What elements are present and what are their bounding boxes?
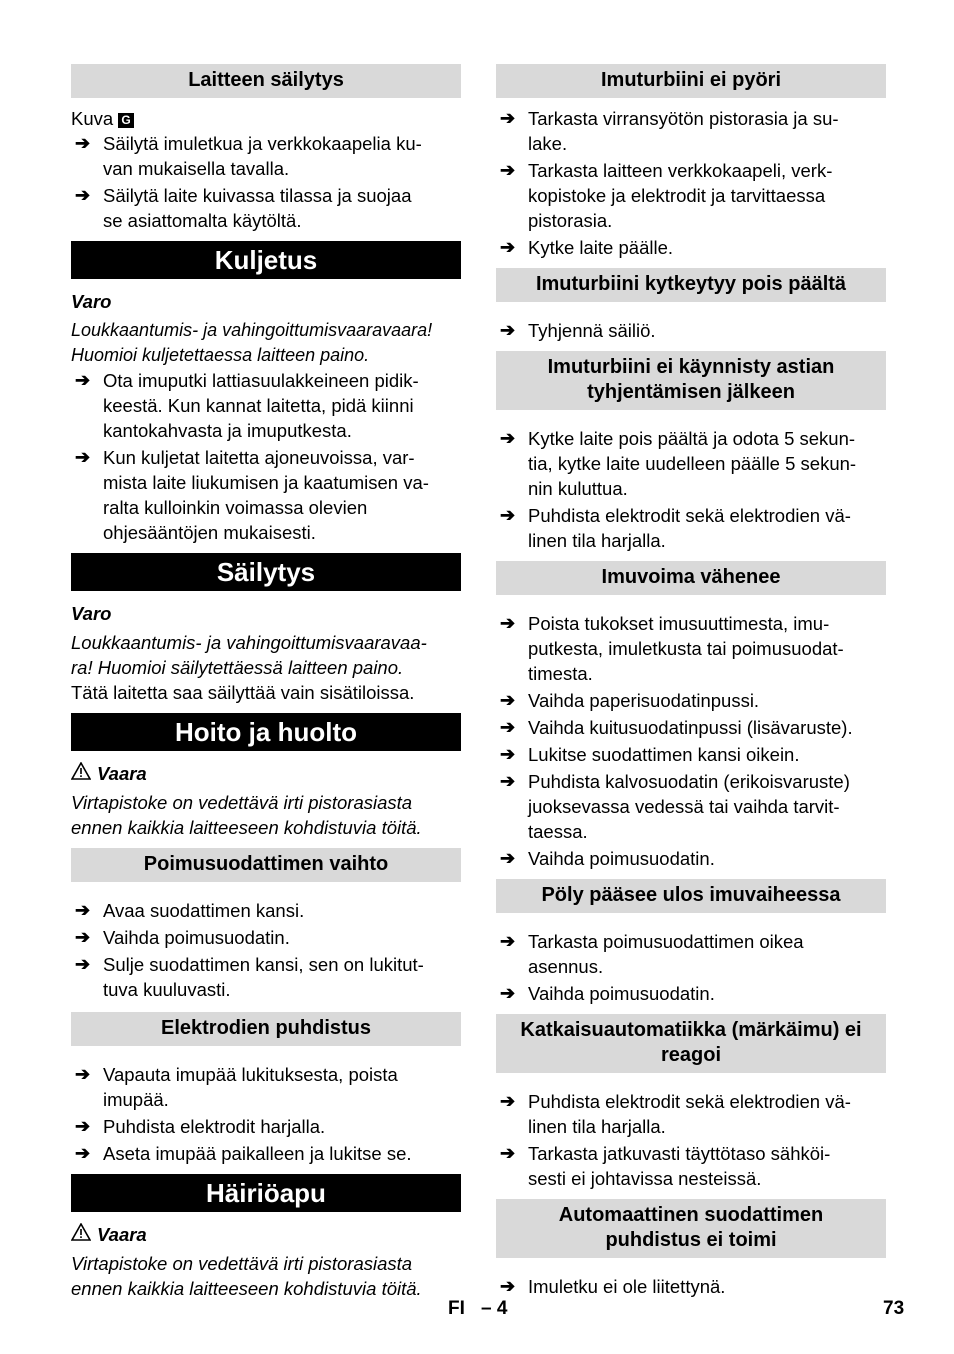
list-item-text: Kun kuljetat laitetta ajoneuvoissa, var- mista laite liukumisen ja kaatumisen va- ralta kulloinkin voimassa olevien ohjesääntöjen mukaisesti. [103,447,429,543]
arrow-right-icon: ➔ [500,848,516,868]
figure-label: Kuva [71,108,114,129]
list-item [496,929,886,979]
list-item-text: Puhdista elektrodit sekä elektrodien vä- linen tila harjalla. [528,1091,851,1137]
list-item [496,318,886,343]
filter-change-list [71,898,461,1002]
left-column [71,64,461,1301]
list-item-text: Säilytä laite kuivassa tilassa ja suojaa se asiattomalta käytöltä. [103,185,412,231]
arrow-right-icon: ➔ [500,1276,516,1296]
list-item [496,1274,886,1299]
list-item [496,235,886,260]
list-item-text: Vapauta imupää lukituksesta, poista imupää. [103,1064,398,1110]
list-item [496,769,886,844]
storage-list [71,131,461,233]
heading-laitteen-sailytys: Laitteen säilytys [71,64,461,98]
arrow-right-icon: ➔ [75,370,91,390]
list-item-text: Tarkasta virransyötön pistorasia ja su- lake. [528,108,839,154]
spacer [496,1081,886,1089]
list-item-text: Tyhjennä säiliö. [528,320,656,341]
section-list [496,1274,886,1299]
heading-hairioapu: Häiriöapu [71,1174,461,1212]
list-item [496,503,886,553]
section-list [496,318,886,343]
list-item-text: Tarkasta laitteen verkkokaapeli, verk- kopistoke ja elektrodit ja tarvittaessa pistorasia. [528,160,833,231]
list-item-text: Vaihda poimusuodatin. [528,983,715,1004]
list-item-text: Aseta imupää paikalleen ja lukitse se. [103,1143,412,1164]
danger-text: Virtapistoke on vedettävä irti pistorasiasta ennen kaikkia laitteeseen kohdistuvia töitä. [71,1253,422,1299]
heading-sailytys: Säilytys [71,553,461,591]
right-column [496,64,886,1307]
arrow-right-icon: ➔ [500,237,516,257]
list-item [71,925,461,950]
arrow-right-icon: ➔ [75,185,91,205]
storage-note: Tätä laitetta saa säilyttää vain sisätiloissa. [71,682,415,703]
list-item [496,1141,886,1191]
section-list [496,1089,886,1191]
section-heading: Katkaisuautomatiikka (märkäimu) ei reagoi [496,1014,886,1073]
list-item-text: Tarkasta poimusuodattimen oikea asennus. [528,931,804,977]
arrow-right-icon: ➔ [75,927,91,947]
section-heading: Automaattinen suodattimen puhdistus ei toimi [496,1199,886,1258]
list-item [496,158,886,233]
list-item [71,1062,461,1112]
arrow-right-icon: ➔ [500,771,516,791]
list-item-text: Puhdista elektrodit harjalla. [103,1116,326,1137]
caution-text: Loukkaantumis- ja vahingoittumisvaaravaa- ra! Huomioi säilytettäessä laitteen paino. [71,632,427,678]
danger-label: Vaara [97,1224,147,1245]
list-item [71,368,461,443]
arrow-right-icon: ➔ [500,717,516,737]
arrow-right-icon: ➔ [500,428,516,448]
list-item [496,688,886,713]
caution-label: Varo [71,291,112,312]
section-list [496,426,886,553]
heading-kuljetus: Kuljetus [71,241,461,279]
caution-label: Varo [71,603,112,624]
arrow-right-icon: ➔ [75,1064,91,1084]
section-heading: Pöly pääsee ulos imuvaiheessa [496,879,886,913]
page-number: 73 [883,1298,905,1319]
arrow-right-icon: ➔ [500,108,516,128]
list-item [496,846,886,871]
danger-label: Vaara [97,763,147,784]
heading-hoito-ja-huolto: Hoito ja huolto [71,713,461,751]
list-item-text: Puhdista elektrodit sekä elektrodien vä- linen tila harjalla. [528,505,851,551]
arrow-right-icon: ➔ [75,1116,91,1136]
list-item [496,426,886,501]
list-item [71,183,461,233]
transport-list [71,368,461,545]
arrow-right-icon: ➔ [75,900,91,920]
arrow-right-icon: ➔ [500,613,516,633]
list-item-text: Vaihda poimusuodatin. [528,848,715,869]
list-item [71,445,461,545]
arrow-right-icon: ➔ [75,954,91,974]
section-list [496,106,886,260]
list-item [71,898,461,923]
list-item [496,742,886,767]
arrow-right-icon: ➔ [75,447,91,467]
arrow-right-icon: ➔ [75,133,91,153]
danger-text: Virtapistoke on vedettävä irti pistorasiasta ennen kaikkia laitteeseen kohdistuvia töitä. [71,792,422,838]
list-item-text: Tarkasta jatkuvasti täyttötaso sähköi- sesti ei johtavissa nesteissä. [528,1143,831,1189]
list-item-text: Vaihda poimusuodatin. [103,927,290,948]
list-item [71,1141,461,1166]
warning-triangle-icon [71,1222,91,1247]
arrow-right-icon: ➔ [500,744,516,764]
list-item [496,1089,886,1139]
spacer [496,1266,886,1274]
footer-local-page: – 4 [481,1298,508,1319]
arrow-right-icon: ➔ [500,160,516,180]
arrow-right-icon: ➔ [500,1091,516,1111]
spacer [496,921,886,929]
footer-language: FI [448,1298,465,1319]
list-item-text: Kytke laite pois päältä ja odota 5 sekun- tia, kytke laite uudelleen päälle 5 sekun- nin kuluttua. [528,428,857,499]
list-item-text: Poista tukokset imusuuttimesta, imu- putkesta, imuletkusta tai poimusuodat- timesta. [528,613,844,684]
list-item-text: Avaa suodattimen kansi. [103,900,305,921]
spacer [496,1301,886,1307]
section-list [496,611,886,871]
section-heading: Imuturbiini ei käynnisty astian tyhjentämisen jälkeen [496,351,886,410]
list-item-text: Sulje suodattimen kansi, sen on lukitut- tuva kuuluvasti. [103,954,424,1000]
danger-heading [71,761,461,786]
list-item [71,952,461,1002]
arrow-right-icon: ➔ [500,320,516,340]
arrow-right-icon: ➔ [500,505,516,525]
list-item-text: Vaihda kuitusuodatinpussi (lisävaruste). [528,717,853,738]
electrode-cleaning-list [71,1062,461,1166]
spacer [496,310,886,318]
section-heading: Imuvoima vähenee [496,561,886,595]
danger-heading [71,1222,461,1247]
list-item-text: Ota imuputki lattiasuulakkeineen pidik- keestä. Kun kannat laitetta, pidä kiinni kantokahvasta ja imuputkesta. [103,370,419,441]
list-item-text: Vaihda paperisuodatinpussi. [528,690,760,711]
arrow-right-icon: ➔ [75,1143,91,1163]
arrow-right-icon: ➔ [500,1143,516,1163]
spacer [496,603,886,611]
caution-text: Loukkaantumis- ja vahingoittumisvaaravaara! Huomioi kuljetettaessa laitteen paino. [71,320,433,365]
arrow-right-icon: ➔ [500,931,516,951]
list-item [496,106,886,156]
arrow-right-icon: ➔ [500,690,516,710]
section-heading: Imuturbiini ei pyöri [496,64,886,98]
list-item-text: Lukitse suodattimen kansi oikein. [528,744,800,765]
warning-triangle-icon [71,761,91,786]
list-item [71,131,461,181]
list-item [496,715,886,740]
list-item-text: Kytke laite päälle. [528,237,674,258]
list-item [496,981,886,1006]
list-item-text: Puhdista kalvosuodatin (erikoisvaruste) juoksevassa vedessä tai vaihda tarvit- taessa. [528,771,850,842]
spacer [496,418,886,426]
figure-reference [71,106,461,131]
heading-poimusuodattimen-vaihto: Poimusuodattimen vaihto [71,848,461,882]
heading-elektrodien-puhdistus: Elektrodien puhdistus [71,1012,461,1046]
list-item [496,611,886,686]
section-list [496,929,886,1006]
section-heading: Imuturbiini kytkeytyy pois päältä [496,268,886,302]
list-item-text: Säilytä imuletkua ja verkkokaapelia ku- van mukaisella tavalla. [103,133,422,179]
list-item [71,1114,461,1139]
figure-letter-badge: G [118,113,133,128]
list-item-text: Imuletku ei ole liitettynä. [528,1276,726,1297]
arrow-right-icon: ➔ [500,983,516,1003]
